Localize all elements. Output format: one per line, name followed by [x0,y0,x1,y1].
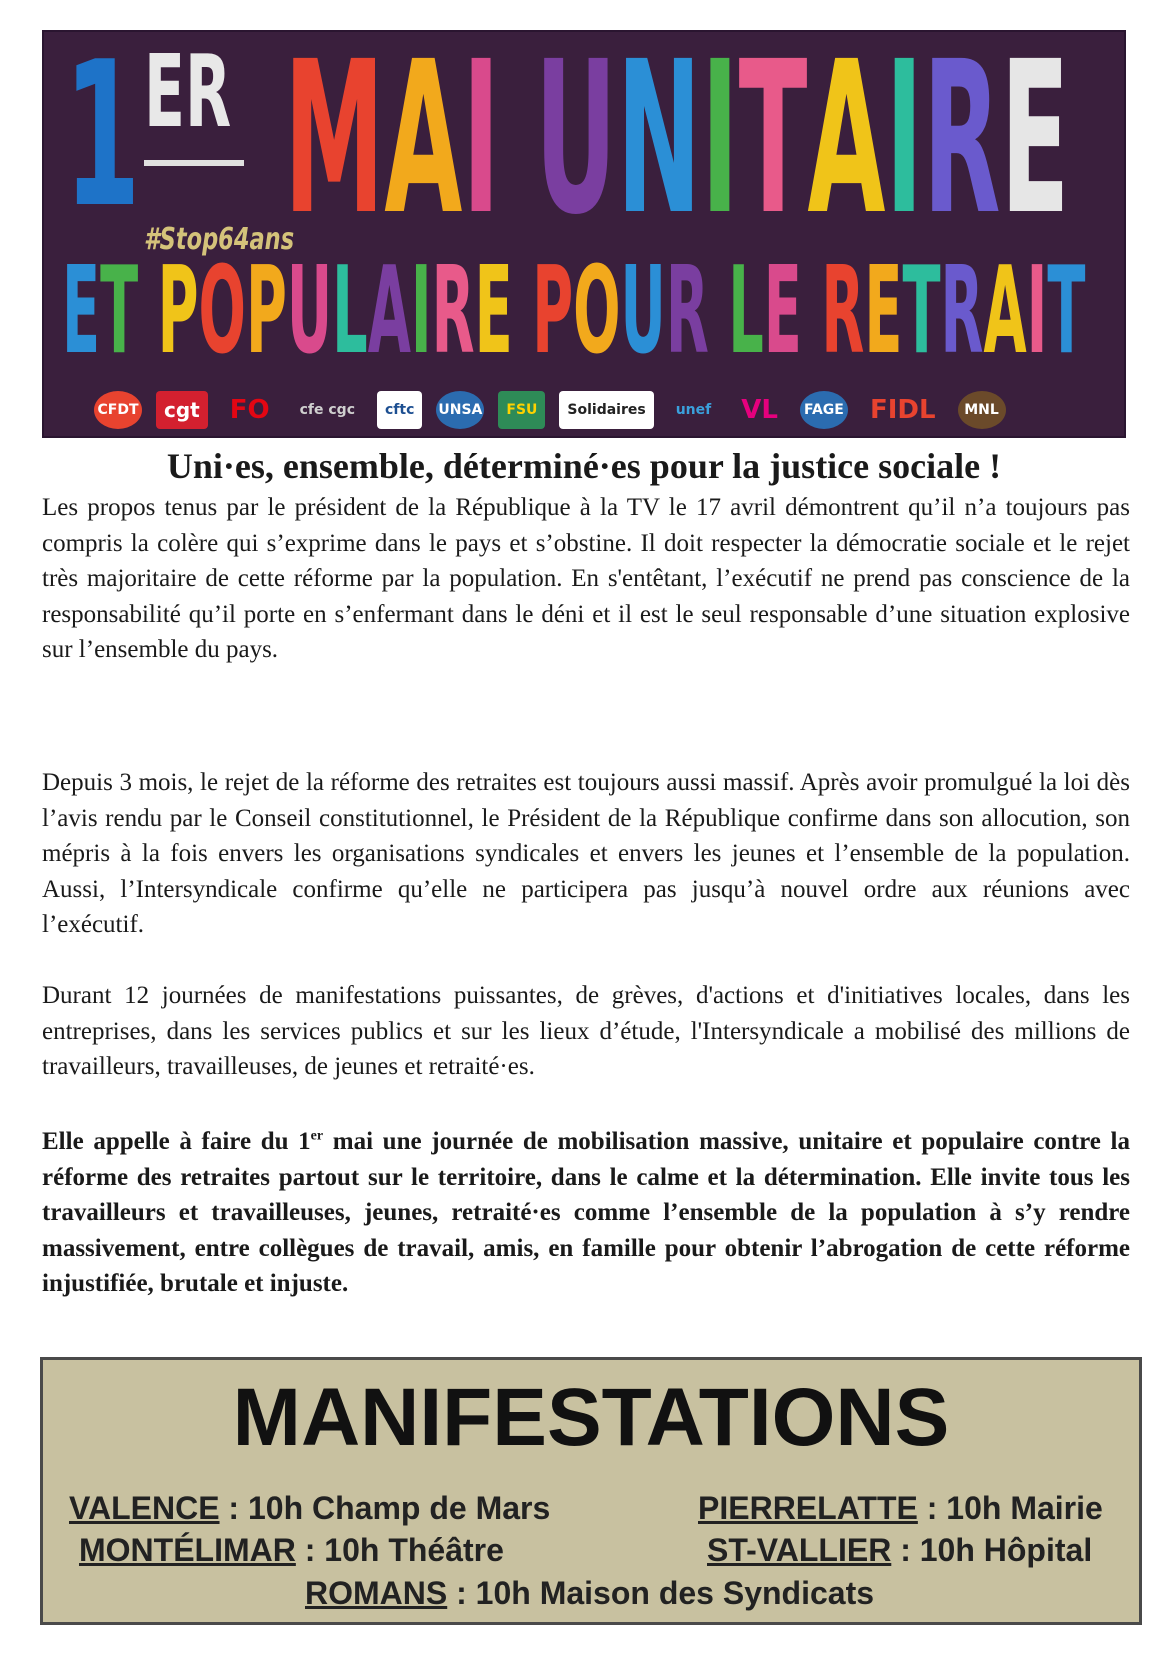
banner-letter: O [198,242,246,381]
location-pierrelatte [698,1488,1103,1528]
union-logos [94,387,1094,433]
union-logo: MNL [958,391,1006,429]
banner-letter: A [983,242,1027,381]
union-logo: unef [675,402,712,418]
union-logo: cfe cgc [299,402,355,418]
ordinal-suffix: er [310,1128,324,1144]
location-city: VALENCE [69,1490,220,1526]
union-logo: FSU [498,391,545,429]
banner-letter: I [701,30,739,261]
banner-letter: R [940,242,984,381]
union-logo: cgt [156,391,208,429]
banner-letter: A [384,30,463,261]
union-logo: FAGE [800,391,848,429]
banner-letter: T [100,242,139,381]
banner-letter: T [902,242,941,381]
manifestations-box [40,1357,1142,1625]
union-logo: FO [229,395,270,425]
location-city: ROMANS [305,1575,448,1611]
banner-letter: E [763,242,802,381]
banner-letter: T [1047,242,1086,381]
banner-letter [138,252,157,372]
banner-letter: E [62,242,101,381]
location-detail: : 10h Théâtre [295,1532,504,1568]
call-text-end: mai une journée de mobilisation massive, unitaire et populaire contre la réforme des retraites partout sur le territoire, dans le calme et la détermination. Elle invite tous les travailleurs et travailleuses, jeunes, retraité·es comme l’ensemble de la population à s’y rendre massivement, entre collègues de travail, amis, en famille pour obtenir l’abrogation de cette réforme injustifiée, brutale et injuste. [42,1128,1130,1297]
location-detail: : 10h Mairie [917,1490,1103,1526]
banner-letter: P [157,242,199,381]
banner-letter: E [1000,30,1070,261]
banner-letter [802,252,821,372]
banner-letter: E [864,242,903,381]
banner-letter: T [738,30,808,261]
banner-letter: M [284,30,385,261]
banner-ordinal-rule [144,160,244,166]
union-logo: UNSA [436,391,484,429]
union-logo: VL [741,395,778,425]
banner-letter: R [821,242,865,381]
banner-letter: P [245,242,287,381]
location-city: ST-VALLIER [707,1532,892,1568]
banner-letter: O [573,242,621,381]
paragraph-3: Durant 12 journées de manifestations puissantes, de grèves, d'actions et d'initiatives locales, dans les entreprises, dans les services publics et sur les lieux d’étude, l'Intersyndicale a mobilisé des millions de travailleurs, travailleuses, de jeunes et retraité·es. [42,982,1130,1080]
banner-letter: E [474,242,513,381]
banner-letter [500,34,535,244]
location-detail: : 10h Champ de Mars [219,1490,551,1526]
union-logo: FIDL [869,395,936,425]
banner-headline-line2 [62,242,1126,381]
union-logo: cftc [377,391,422,429]
union-logo: CFDT [94,391,142,429]
banner-letter: U [534,30,617,261]
banner-letter: A [367,242,411,381]
banner-ordinal: ER [144,33,232,150]
poster-banner [42,30,1126,438]
banner-letter: A [807,30,886,261]
banner-headline-line1 [284,30,1124,261]
location-city: MONTÉLIMAR [79,1532,296,1568]
banner-letter: R [431,242,475,381]
location-valence [69,1488,550,1528]
banner-hashtag: #Stop64ans [144,222,295,257]
banner-letter: L [728,242,764,381]
call-text-start: Elle appelle à faire du 1 [42,1128,311,1155]
banner-letter: I [462,30,500,261]
banner-letter: N [616,30,702,261]
banner-letter [513,252,532,372]
banner-letter: U [286,242,333,381]
location-romans [305,1573,874,1613]
banner-letter: I [1026,242,1048,381]
paragraph-2: Depuis 3 mois, le rejet de la réforme des retraites est toujours aussi massif. Après avoir promulgué la loi dès l’avis rendu par le Conseil constitutionnel, le Président de la République confirme dans son allocution, son mépris à la fois envers les organisations syndicales et envers les jeunes et l’ensemble de la population. Aussi, l’Intersyndicale confirme qu’elle ne participera pas jusqu’à nouvel ordre aux réunions avec l’exécutif. [42,769,1130,938]
banner-letter: R [665,242,709,381]
banner-number: 1 [64,30,138,252]
banner-letter: R [922,30,1001,261]
banner-letter: I [410,242,432,381]
union-logo: Solidaires [559,391,653,429]
banner-letter: U [620,242,666,381]
banner-letter [709,252,728,372]
banner-letter: I [885,30,923,261]
banner-letter: L [332,242,368,381]
banner-letter: P [532,242,574,381]
location-detail: : 10h Hôpital [891,1532,1093,1568]
manifestations-title: MANIFESTATIONS [232,1372,950,1463]
subtitle: Uni·es, ensemble, déterminé·es pour la justice sociale ! [166,446,1002,486]
location-detail: : 10h Maison des Syndicats [447,1575,875,1611]
location-st-vallier [707,1530,1092,1570]
location-city: PIERRELATTE [698,1490,918,1526]
paragraph-1: Les propos tenus par le président de la République à la TV le 17 avril démontrent qu’il n’a toujours pas compris la colère qui s’exprime dans le pays et s’obstine. Il doit respecter la démocratie sociale et le rejet très majoritaire de cette réforme par la population. En s'entêtant, l’exécutif ne prend pas conscience de la responsabilité qu’il porte en s’enfermant dans le déni et il est le seul responsable d’une situation explosive sur l’ensemble du pays. [42,494,1130,663]
location-montelimar [79,1530,504,1570]
paragraph-call-to-action [42,1124,1130,1302]
